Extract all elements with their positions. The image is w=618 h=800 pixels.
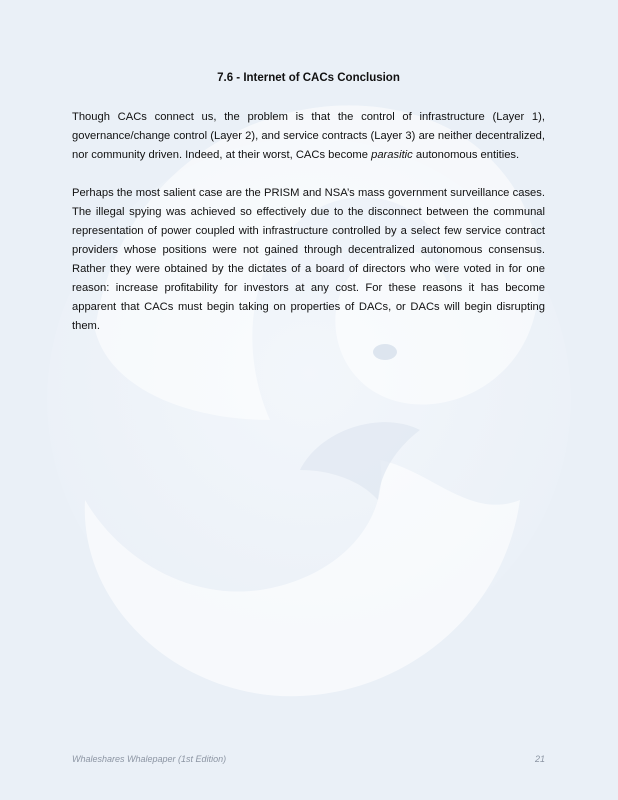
paragraph-1-emphasis: parasitic bbox=[371, 149, 413, 161]
section-title: 7.6 - Internet of CACs Conclusion bbox=[217, 72, 400, 84]
paragraph-1 bbox=[72, 108, 545, 165]
footer-page-number: 21 bbox=[534, 754, 545, 764]
page-content bbox=[72, 72, 545, 355]
footer-document-title: Whaleshares Whalepaper (1st Edition) bbox=[72, 754, 227, 764]
paragraph-1-text-end: autonomous entities. bbox=[412, 149, 520, 161]
paragraph-1-text: Though CACs connect us, the problem is that the control of infrastructure (Layer 1), governance/change control (Layer 2), and service contracts (Layer 3) are neither decentralized, nor community driven. Indeed, at their worst, CACs become bbox=[72, 111, 545, 161]
paragraph-2: Perhaps the most salient case are the PRISM and NSA’s mass government surveillance cases. The illegal spying was achieved so effectively due to the disconnect between the communal representation of power coupled with infrastructure controlled by a select few service contract providers whose positions were not gained through decentralized autonomous consensus. Rather they were obtained by the dictates of a board of directors who were voted in for one reason: increase profitability for investors at any cost. For these reasons it has become apparent that CACs must begin taking on properties of DACs, or DACs will begin disrupting them. bbox=[72, 187, 545, 332]
